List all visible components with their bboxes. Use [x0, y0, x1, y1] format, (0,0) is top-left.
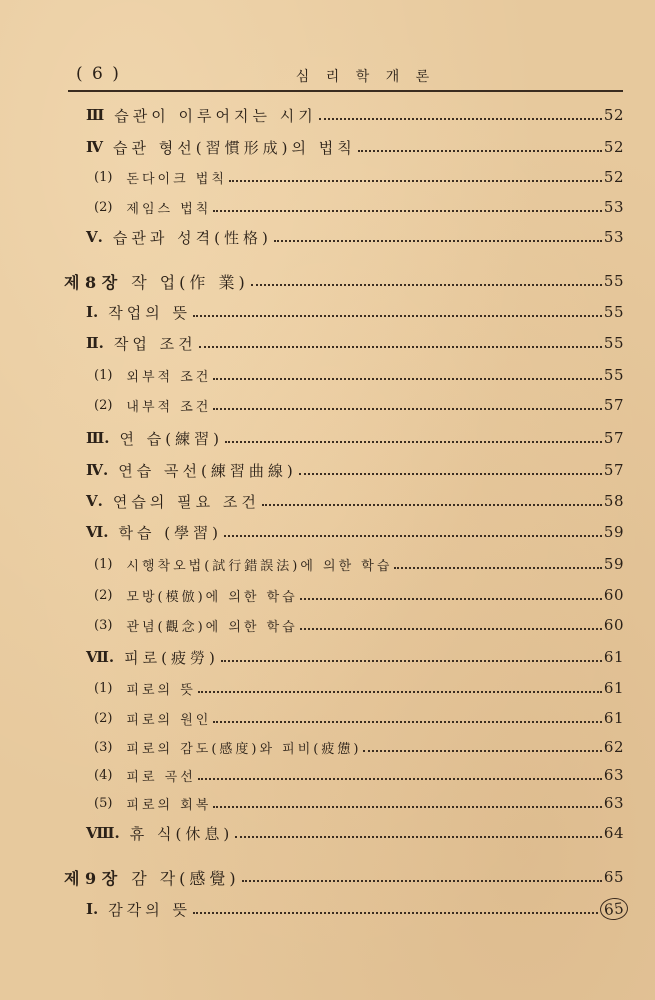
toc-entry: [86, 299, 624, 325]
toc-marker: Ⅰ.: [86, 303, 99, 321]
toc-title: 피로 곡선: [126, 769, 196, 785]
dot-leader: [193, 910, 598, 914]
toc-entry: [94, 194, 624, 220]
toc-title: 휴 식(休息): [129, 824, 234, 843]
toc-page: 59: [603, 523, 624, 541]
toc-entry: [94, 551, 624, 577]
toc-page: 61: [603, 648, 624, 666]
dot-leader: [213, 208, 602, 212]
toc-title: 피로의 감도(感度)와 피비(疲憊): [126, 741, 362, 757]
toc-marker: Ⅶ.: [86, 648, 115, 666]
toc-entry: [94, 762, 624, 788]
dot-leader: [213, 406, 602, 410]
toc-title: 작업의 뜻: [108, 303, 191, 322]
dot-leader: [358, 148, 602, 152]
toc-title: 학습 (學習): [118, 523, 222, 542]
toc-title: 연 습(練習): [119, 429, 223, 448]
dot-leader: [224, 533, 602, 537]
toc-entry: [94, 790, 624, 816]
dot-leader: [300, 596, 602, 600]
dot-leader: [213, 719, 602, 723]
toc-page: 52: [603, 106, 624, 124]
toc-entry: [94, 362, 624, 388]
toc-marker: Ⅱ.: [86, 334, 104, 352]
toc-page: 64: [603, 824, 624, 842]
toc-page: 61: [603, 679, 624, 697]
dot-leader: [213, 804, 602, 808]
toc-entry: [94, 612, 624, 638]
toc-title: 시행착오법(試行錯誤法)에 의한 학습: [126, 558, 393, 574]
running-title: 심 리 학 개 론: [295, 69, 436, 85]
toc-entry: [86, 896, 624, 922]
dot-leader: [213, 376, 602, 380]
dot-leader: [193, 313, 602, 317]
toc-entry: [94, 164, 624, 190]
toc-title: 피로의 원인: [126, 712, 212, 728]
toc-marker: (3): [94, 739, 113, 755]
toc-marker: (5): [94, 795, 113, 811]
toc-page: 52: [603, 138, 624, 156]
toc-title: 습관이 이루어지는 시기: [114, 106, 317, 125]
dot-leader: [262, 502, 602, 506]
toc-page: 59: [603, 555, 624, 573]
toc-entry: [86, 644, 624, 670]
toc-page: 53: [603, 228, 624, 246]
toc-page: 60: [603, 586, 624, 604]
toc-page: 55: [603, 366, 624, 384]
toc-page: 55: [603, 334, 624, 352]
dot-leader: [235, 834, 602, 838]
toc-marker: Ⅲ: [86, 106, 105, 124]
toc-page: 63: [603, 766, 624, 784]
toc-page: 57: [603, 396, 624, 414]
toc-page: 53: [603, 198, 624, 216]
toc-title: 모방(模倣)에 의한 학습: [126, 589, 298, 605]
toc-marker: Ⅷ.: [86, 824, 120, 842]
toc-chapter-entry: [64, 864, 624, 890]
toc-marker: (4): [94, 767, 113, 783]
toc-page: 55: [603, 272, 624, 290]
toc-page: 63: [603, 794, 624, 812]
toc-page: 55: [603, 303, 624, 321]
toc-marker: (3): [94, 617, 113, 633]
dot-leader: [221, 658, 602, 662]
toc-entry: [86, 820, 624, 846]
toc-page: 62: [603, 738, 624, 756]
toc-entry: [86, 102, 624, 128]
dot-leader: [251, 282, 602, 286]
toc-page: 61: [603, 709, 624, 727]
toc-entry: [94, 734, 624, 760]
dot-leader: [319, 116, 602, 120]
dot-leader: [242, 878, 602, 882]
toc-chapter-marker: 제 9 장: [64, 868, 118, 888]
dot-leader: [199, 344, 602, 348]
toc-marker: (2): [94, 710, 113, 726]
toc-title: 감 각(感覺): [131, 868, 240, 888]
toc-marker: Ⅲ.: [86, 429, 110, 447]
toc-entry: [86, 488, 624, 514]
toc-marker: (1): [94, 556, 113, 572]
dot-leader: [300, 626, 602, 630]
toc-marker: (1): [94, 680, 113, 696]
toc-title: 외부적 조건: [126, 369, 212, 385]
toc-marker: (1): [94, 169, 113, 185]
toc-entry: [86, 224, 624, 250]
toc-title: 습관과 성격(性格): [112, 228, 272, 247]
toc-chapter-entry: [64, 268, 624, 294]
toc-marker: Ⅵ.: [86, 523, 109, 541]
toc-marker: (2): [94, 397, 113, 413]
dot-leader: [299, 471, 602, 475]
toc-marker: Ⅴ.: [86, 228, 103, 246]
dot-leader: [274, 238, 602, 242]
toc-entry: [94, 675, 624, 701]
page-number: ( 6 ): [76, 64, 121, 84]
toc-entry: [94, 392, 624, 418]
toc-page: 52: [603, 168, 624, 186]
toc-marker: Ⅰ.: [86, 900, 99, 918]
toc-title: 돈다이크 법칙: [126, 171, 227, 187]
toc-title: 제임스 법칙: [126, 201, 212, 217]
toc-title: 연습의 필요 조건: [112, 492, 260, 511]
dot-leader: [394, 565, 601, 569]
toc-title: 작업 조건: [113, 334, 197, 353]
toc-marker: (1): [94, 367, 113, 383]
toc-title: 피로(疲勞): [124, 648, 219, 667]
toc-entry: [86, 425, 624, 451]
toc-marker: Ⅴ.: [86, 492, 103, 510]
toc-title: 피로의 뜻: [126, 682, 196, 698]
toc-page: 60: [603, 616, 624, 634]
toc-marker: Ⅳ: [86, 138, 104, 156]
dot-leader: [225, 439, 602, 443]
dot-leader: [198, 689, 602, 693]
toc-chapter-marker: 제 8 장: [64, 272, 118, 292]
circled-page-number: 65: [599, 897, 629, 922]
toc-entry: [94, 582, 624, 608]
toc-entry: [86, 519, 624, 545]
toc-marker: Ⅳ.: [86, 461, 109, 479]
toc-title: 내부적 조건: [126, 399, 212, 415]
toc-marker: (2): [94, 199, 113, 215]
toc-title: 관념(觀念)에 의한 학습: [126, 619, 298, 635]
toc-title: 작 업(作 業): [131, 272, 249, 292]
toc-title: 습관 형선(習慣形成)의 법칙: [113, 138, 356, 157]
dot-leader: [229, 178, 602, 182]
toc-entry: [94, 705, 624, 731]
toc-entry: [86, 330, 624, 356]
toc-page: 65: [603, 868, 624, 886]
toc-page: 57: [603, 429, 624, 447]
toc-title: 감각의 뜻: [108, 900, 191, 919]
dot-leader: [363, 748, 601, 752]
toc-entry: [86, 457, 624, 483]
dot-leader: [198, 776, 602, 780]
toc-marker: (2): [94, 587, 113, 603]
toc-title: 연습 곡선(練習曲線): [118, 461, 297, 480]
toc-page: 57: [603, 461, 624, 479]
toc-page: 58: [603, 492, 624, 510]
toc-entry: [86, 134, 624, 160]
toc-title: 피로의 회복: [126, 797, 212, 813]
